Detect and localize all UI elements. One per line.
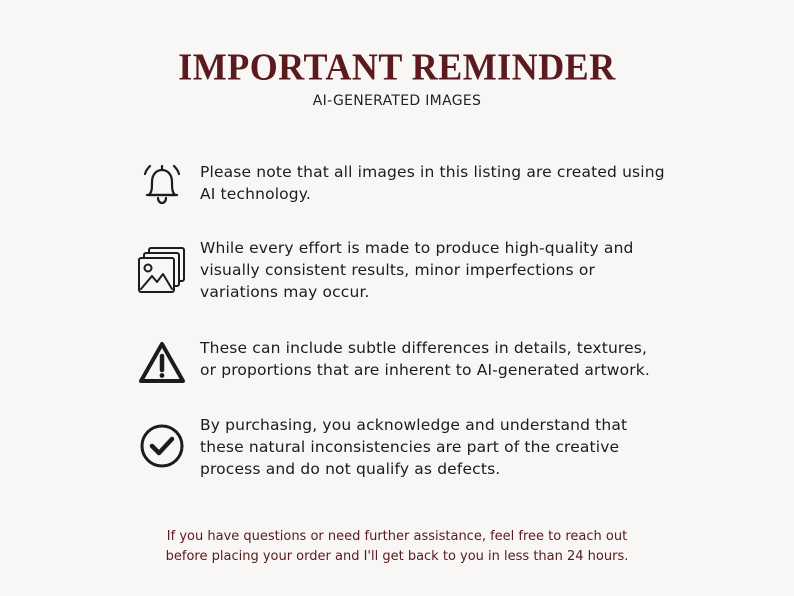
footer-contact-note xyxy=(0,527,794,566)
images-stack-icon xyxy=(137,245,187,295)
page-title: IMPORTANT REMINDER xyxy=(178,46,616,88)
reminder-text: By purchasing, you acknowledge and understand that these natural inconsistencies are part of the creative process and do not qualify as defects. xyxy=(200,416,628,478)
check-circle-icon xyxy=(137,421,187,471)
page-subtitle: AI-GENERATED IMAGES xyxy=(312,93,482,109)
reminder-text: While every effort is made to produce high-quality and visually consistent results, minor imperfections or variations may occur. xyxy=(200,239,634,301)
footer-line: If you have questions or need further assistance, feel free to reach out xyxy=(166,529,628,544)
reminder-text: These can include subtle differences in details, textures, or proportions that are inherent to AI-generated artwork. xyxy=(200,339,650,379)
footer-line: before placing your order and I'll get back to you in less than 24 hours. xyxy=(165,548,629,564)
warning-triangle-icon xyxy=(137,339,187,389)
reminder-text: Please note that all images in this listing are created using AI technology. xyxy=(200,163,665,203)
bell-icon xyxy=(137,160,187,210)
